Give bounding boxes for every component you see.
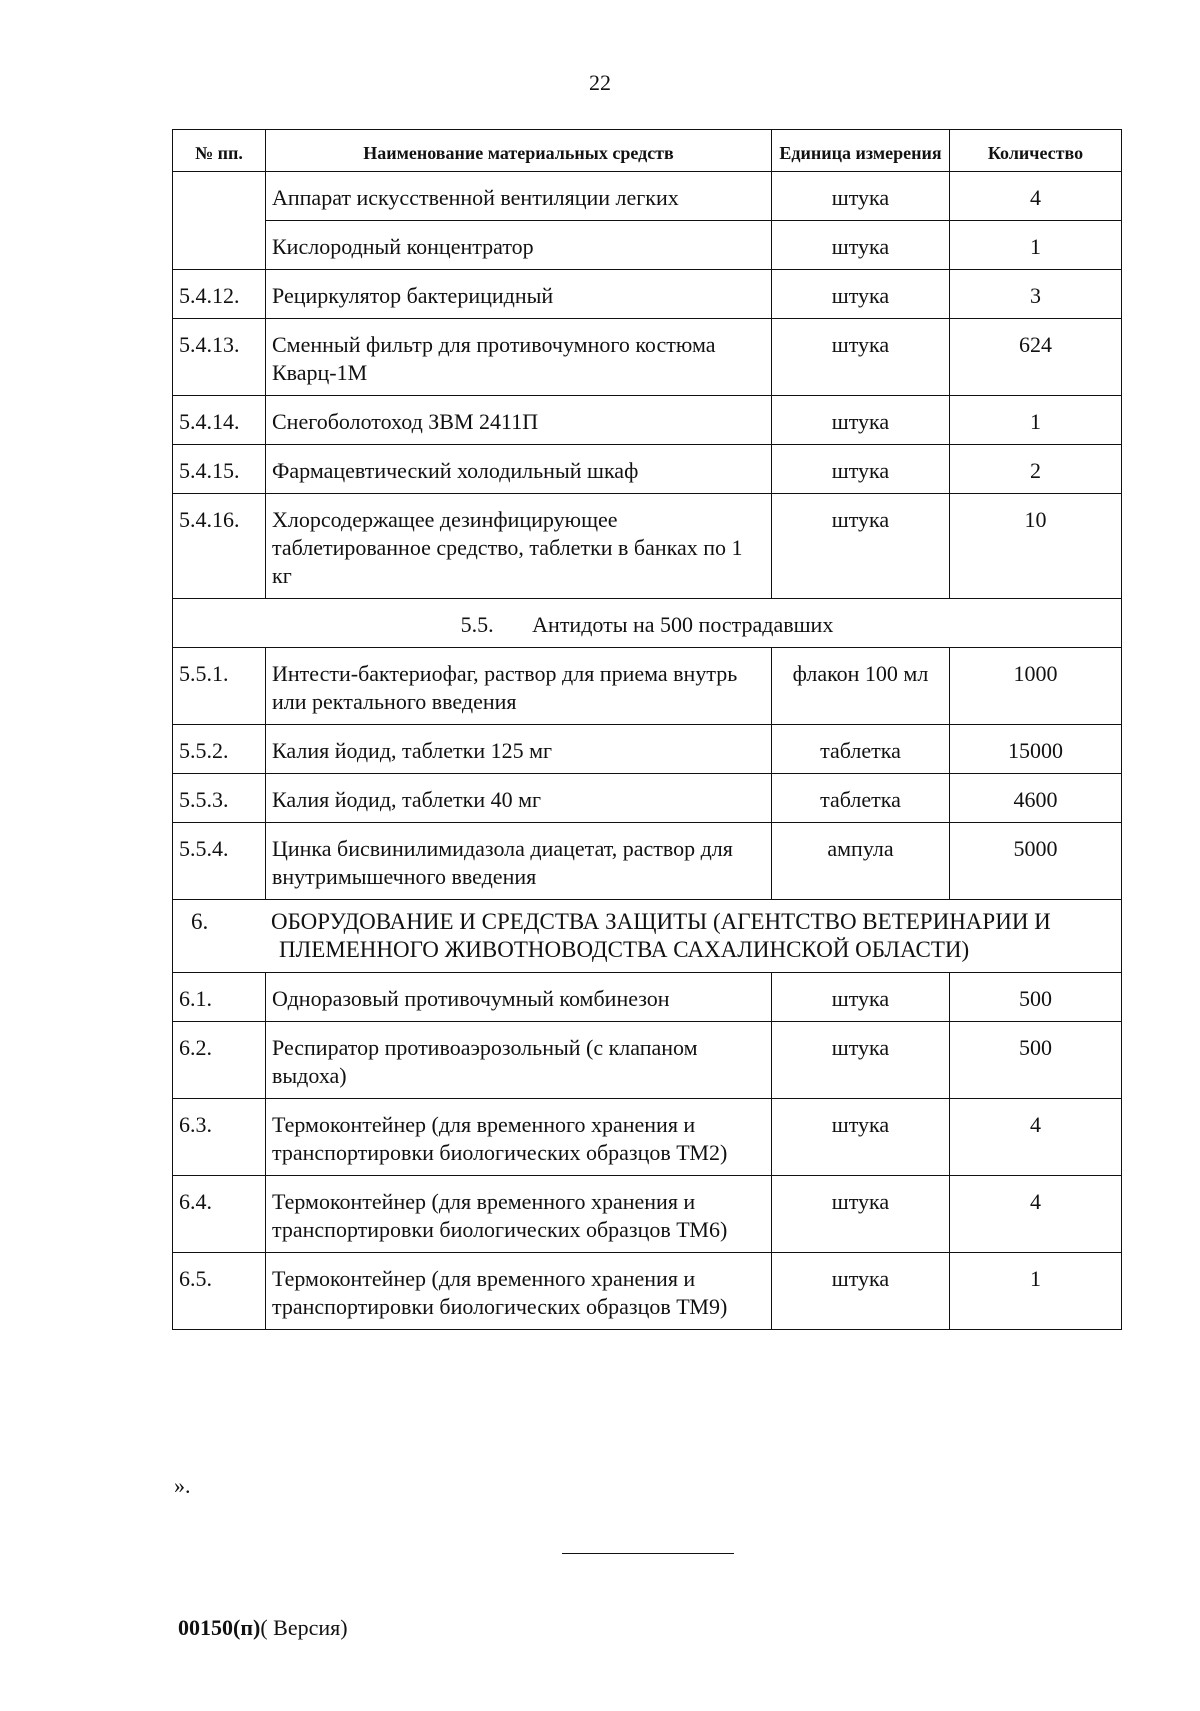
row-unit: штука (772, 221, 950, 270)
page-number: 22 (589, 70, 611, 95)
row-unit: штука (772, 396, 950, 445)
table-row (173, 774, 1122, 823)
row-name: Респиратор противоаэрозольный (с клапаном выдоха) (266, 1022, 772, 1099)
table-body (173, 172, 1122, 1330)
table-row (173, 823, 1122, 900)
header-row (173, 130, 1122, 172)
row-name: Цинка бисвинилимидазола диацетат, раствор для внутримышечного введения (266, 823, 772, 900)
table-row (173, 319, 1122, 396)
section-title: Антидоты на 500 пострадавших (532, 612, 834, 637)
table-row (173, 172, 1122, 221)
row-unit: штука (772, 973, 950, 1022)
table-row (173, 270, 1122, 319)
row-num: 5.5.2. (173, 725, 266, 774)
row-name: Кислородный концентратор (266, 221, 772, 270)
row-unit: штука (772, 1176, 950, 1253)
header-qty: Количество (950, 130, 1122, 172)
document-code: 00150(п) (178, 1615, 261, 1640)
row-qty: 1 (950, 1253, 1122, 1330)
row-num: 6.3. (173, 1099, 266, 1176)
header-unit: Единица измерения (772, 130, 950, 172)
table-header (173, 130, 1122, 172)
row-name: Аппарат искусственной вентиляции легких (266, 172, 772, 221)
row-unit: таблетка (772, 725, 950, 774)
row-qty: 500 (950, 973, 1122, 1022)
row-qty: 10 (950, 494, 1122, 599)
section-row-5-5 (173, 599, 1122, 648)
row-num: 5.4.13. (173, 319, 266, 396)
row-unit: штука (772, 494, 950, 599)
header-num: № пп. (173, 130, 266, 172)
row-name: Снегоболотоход ЗВМ 2411П (266, 396, 772, 445)
row-num: 5.4.16. (173, 494, 266, 599)
row-name: Термоконтейнер (для временного хранения и транспортировки биологических образцов ТМ2) (266, 1099, 772, 1176)
row-num: 5.5.1. (173, 648, 266, 725)
row-num: 6.5. (173, 1253, 266, 1330)
row-unit: штука (772, 445, 950, 494)
table-row (173, 494, 1122, 599)
row-num: 5.4.14. (173, 396, 266, 445)
row-qty: 15000 (950, 725, 1122, 774)
row-num (173, 172, 266, 270)
row-unit: штука (772, 1022, 950, 1099)
table-row (173, 396, 1122, 445)
row-name: Сменный фильтр для противочумного костюма Кварц-1М (266, 319, 772, 396)
row-unit: флакон 100 мл (772, 648, 950, 725)
row-name: Интести-бактериофаг, раствор для приема внутрь или ректального введения (266, 648, 772, 725)
document-version: ( Версия) (260, 1615, 348, 1640)
header-name: Наименование материальных средств (266, 130, 772, 172)
row-qty: 1 (950, 221, 1122, 270)
row-num: 5.5.4. (173, 823, 266, 900)
row-name: Калия йодид, таблетки 40 мг (266, 774, 772, 823)
row-qty: 3 (950, 270, 1122, 319)
row-qty: 2 (950, 445, 1122, 494)
row-unit: таблетка (772, 774, 950, 823)
row-name: Калия йодид, таблетки 125 мг (266, 725, 772, 774)
divider-line (562, 1553, 734, 1554)
table-row (173, 725, 1122, 774)
row-qty: 4 (950, 1176, 1122, 1253)
row-unit: штука (772, 172, 950, 221)
row-unit: штука (772, 270, 950, 319)
document-footer (178, 1615, 348, 1641)
table-row (173, 221, 1122, 270)
closing-quote-mark: ». (174, 1473, 191, 1498)
section-row-6 (173, 900, 1122, 973)
row-num: 5.4.12. (173, 270, 266, 319)
row-name: Термоконтейнер (для временного хранения и транспортировки биологических образцов ТМ6) (266, 1176, 772, 1253)
row-qty: 1 (950, 396, 1122, 445)
row-qty: 4600 (950, 774, 1122, 823)
section-heading-5-5 (173, 599, 1122, 648)
row-num: 6.4. (173, 1176, 266, 1253)
row-qty: 5000 (950, 823, 1122, 900)
row-name: Рециркулятор бактерицидный (266, 270, 772, 319)
row-unit: штука (772, 319, 950, 396)
table-row (173, 1176, 1122, 1253)
row-unit: ампула (772, 823, 950, 900)
table-row (173, 1022, 1122, 1099)
materials-table (172, 129, 1122, 1330)
row-num: 5.5.3. (173, 774, 266, 823)
row-name: Одноразовый противочумный комбинезон (266, 973, 772, 1022)
row-unit: штука (772, 1253, 950, 1330)
table-row (173, 1253, 1122, 1330)
row-qty: 624 (950, 319, 1122, 396)
row-name: Фармацевтический холодильный шкаф (266, 445, 772, 494)
section-number: 6. (191, 909, 209, 934)
row-num: 5.4.15. (173, 445, 266, 494)
row-unit: штука (772, 1099, 950, 1176)
table-row (173, 445, 1122, 494)
table-row (173, 973, 1122, 1022)
row-num: 6.1. (173, 973, 266, 1022)
row-qty: 4 (950, 172, 1122, 221)
section-heading-6 (173, 900, 1122, 973)
row-name: Хлорсодержащее дезинфицирующее таблетированное средство, таблетки в банках по 1 кг (266, 494, 772, 599)
table-row (173, 648, 1122, 725)
table-row (173, 1099, 1122, 1176)
row-qty: 500 (950, 1022, 1122, 1099)
row-qty: 1000 (950, 648, 1122, 725)
section-title-line1: ОБОРУДОВАНИЕ И СРЕДСТВА ЗАЩИТЫ (АГЕНТСТВО ВЕТЕРИНАРИИ И (271, 909, 1051, 934)
row-name: Термоконтейнер (для временного хранения и транспортировки биологических образцов ТМ9) (266, 1253, 772, 1330)
section-number: 5.5. (460, 612, 494, 637)
row-num: 6.2. (173, 1022, 266, 1099)
section-title-line2: ПЛЕМЕННОГО ЖИВОТНОВОДСТВА САХАЛИНСКОЙ ОБЛАСТИ) (279, 937, 970, 962)
row-qty: 4 (950, 1099, 1122, 1176)
